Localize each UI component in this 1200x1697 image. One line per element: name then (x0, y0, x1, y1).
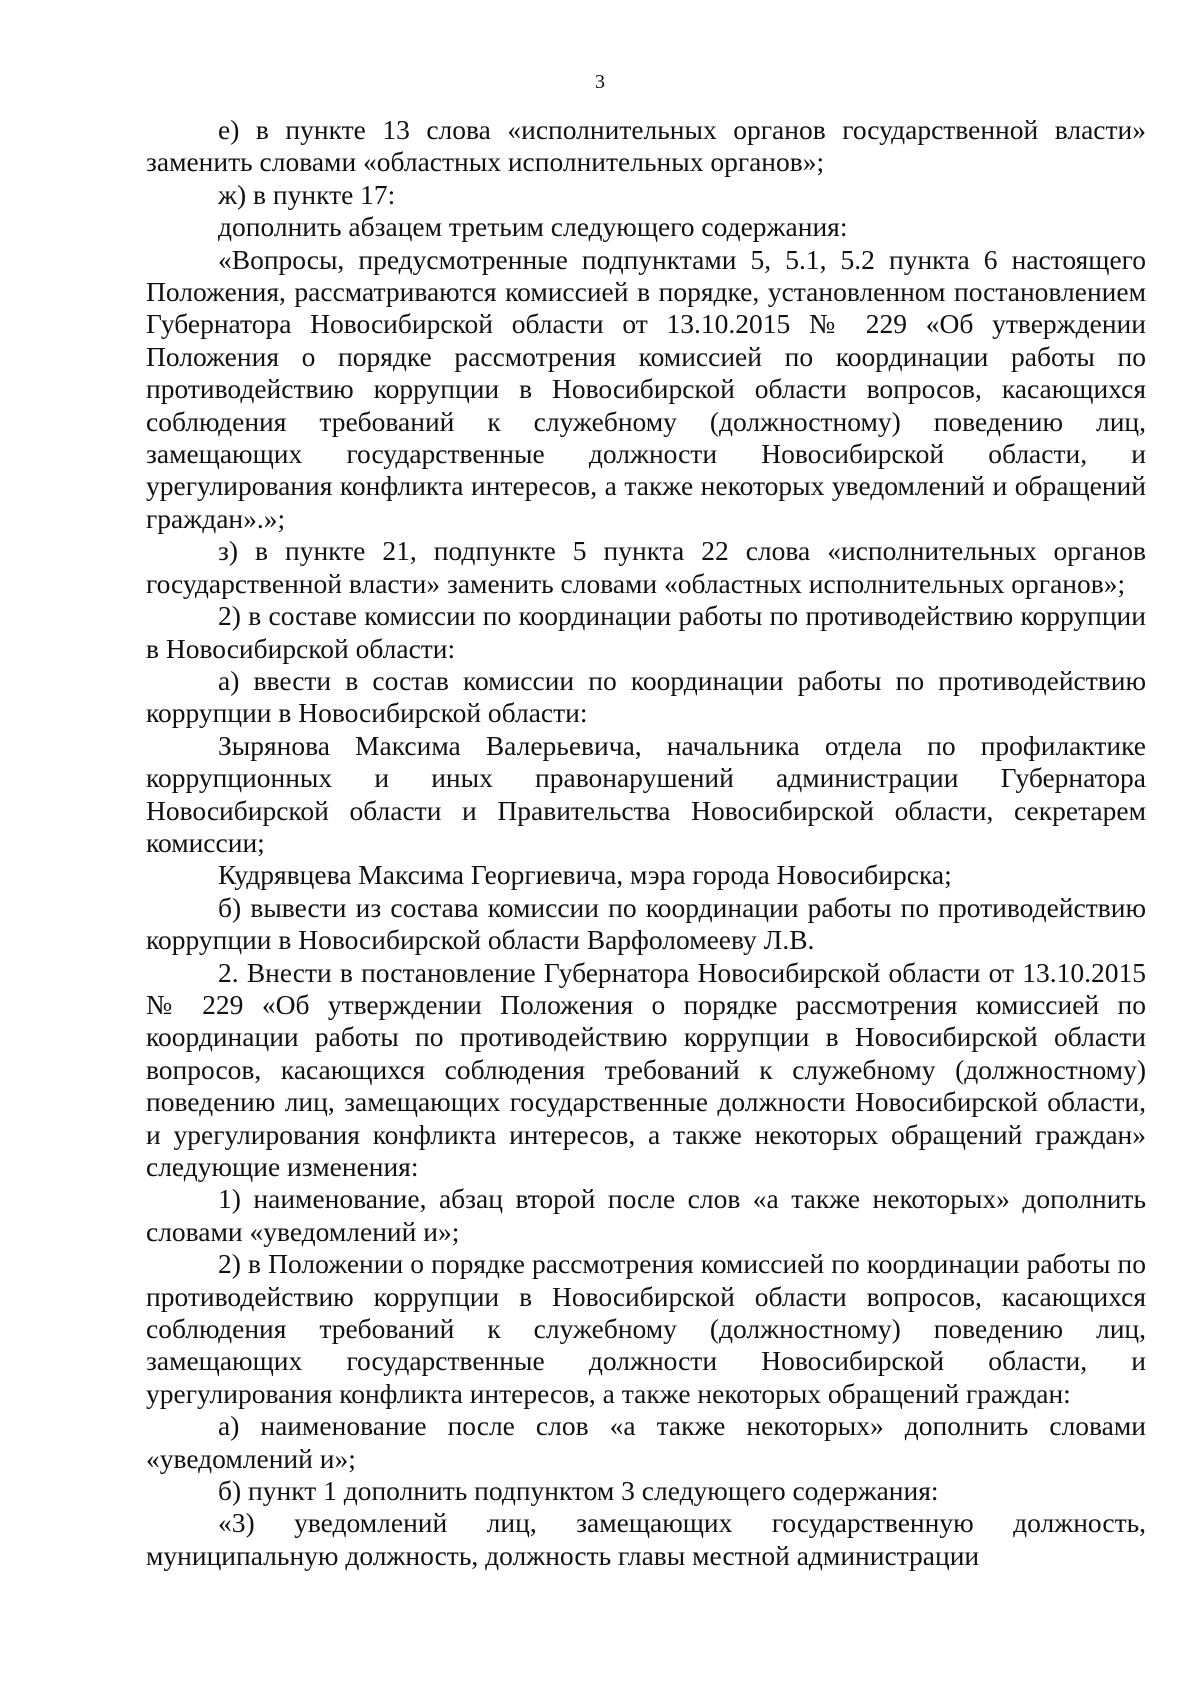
paragraph-2-commission-composition: 2) в составе комиссии по координации работы по противодействию коррупции в Новосибирской области: (146, 600, 1146, 664)
paragraph-zh-item17: ж) в пункте 17: (218, 178, 396, 210)
paragraph-member-kudryavtsev: Кудрявцева Максима Георгиевича, мэра города Новосибирска; (218, 859, 952, 891)
paragraph-3-notifications: «3) уведомлений лиц, замещающих государственную должность, муниципальную должность, должность главы местной администрации (146, 1507, 1146, 1571)
paragraph-a-name-amendment: а) наименование после слов «а также некоторых» дополнить словами «уведомлений и»; (146, 1410, 1146, 1474)
paragraph-questions-quote: «Вопросы, предусмотренные подпунктами 5, 5.1, 5.2 пункта 6 настоящего Положения, рассматриваются комиссией в порядке, установленном постановлением Губернатора Новосибирской области от 13.10.2015 № 229 «Об утверждении Положения о порядке рассмотрения комиссией по координации работы по противодействию коррупции в Новосибирской области вопросов, касающихся соблюдения требований к служебному (должностному) поведению лиц, замещающих государственные должности Новосибирской области, и урегулирования конфликта интересов, а также некоторых уведомлений и обращений граждан».»; (146, 243, 1146, 534)
paragraph-a-include-members: а) ввести в состав комиссии по координации работы по противодействию коррупции в Новосибирской области: (146, 664, 1146, 729)
paragraph-member-zyryanov: Зырянова Максима Валерьевича, начальника отдела по профилактике коррупционных и иных правонарушений администрации Губернатора Новосибирской области и Правительства Новосибирской области, секретарем комиссии; (146, 729, 1146, 858)
page-number: 3 (595, 71, 605, 93)
paragraph-1-title-amendment: 1) наименование, абзац второй после слов «а также некоторых» дополнить словами «уведомлений и»; (146, 1183, 1146, 1247)
paragraph-section-2-amendments: 2. Внести в постановление Губернатора Новосибирской области от 13.10.2015 № 229 «Об утверждении Положения о порядке рассмотрения комиссией по координации работы по противодействию коррупции в Новосибирской области вопросов, касающихся соблюдения требований к служебному (должностному) поведению лиц, замещающих государственные должности Новосибирской области, и урегулирования конфликта интересов, а также некоторых обращений граждан» следующие изменения: (146, 956, 1146, 1182)
paragraph-add-third-abzac: дополнить абзацем третьим следующего содержания: (218, 211, 848, 243)
paragraph-2-regulation-amendment: 2) в Положении о порядке рассмотрения комиссией по координации работы по противодействию коррупции в Новосибирской области вопросов, касающихся соблюдения требований к служебному (должностному) поведению лиц, замещающих государственные должности Новосибирской области, и урегулирования конфликта интересов, а также некоторых обращений граждан: (146, 1248, 1146, 1409)
paragraph-e-item13: е) в пункте 13 слова «исполнительных органов государственной власти» заменить словами «областных исполнительных органов»; (146, 114, 1146, 178)
paragraph-b-item1-supplement: б) пункт 1 дополнить подпунктом 3 следующего содержания: (218, 1475, 939, 1507)
paragraph-z-item21: з) в пункте 21, подпункте 5 пункта 22 слова «исполнительных органов государственной власти» заменить словами «областных исполнительных органов»; (146, 535, 1146, 599)
paragraph-b-exclude-member: б) вывести из состава комиссии по координации работы по противодействию коррупции в Новосибирской области Варфоломееву Л.В. (146, 891, 1146, 956)
document-body (146, 114, 1146, 1572)
